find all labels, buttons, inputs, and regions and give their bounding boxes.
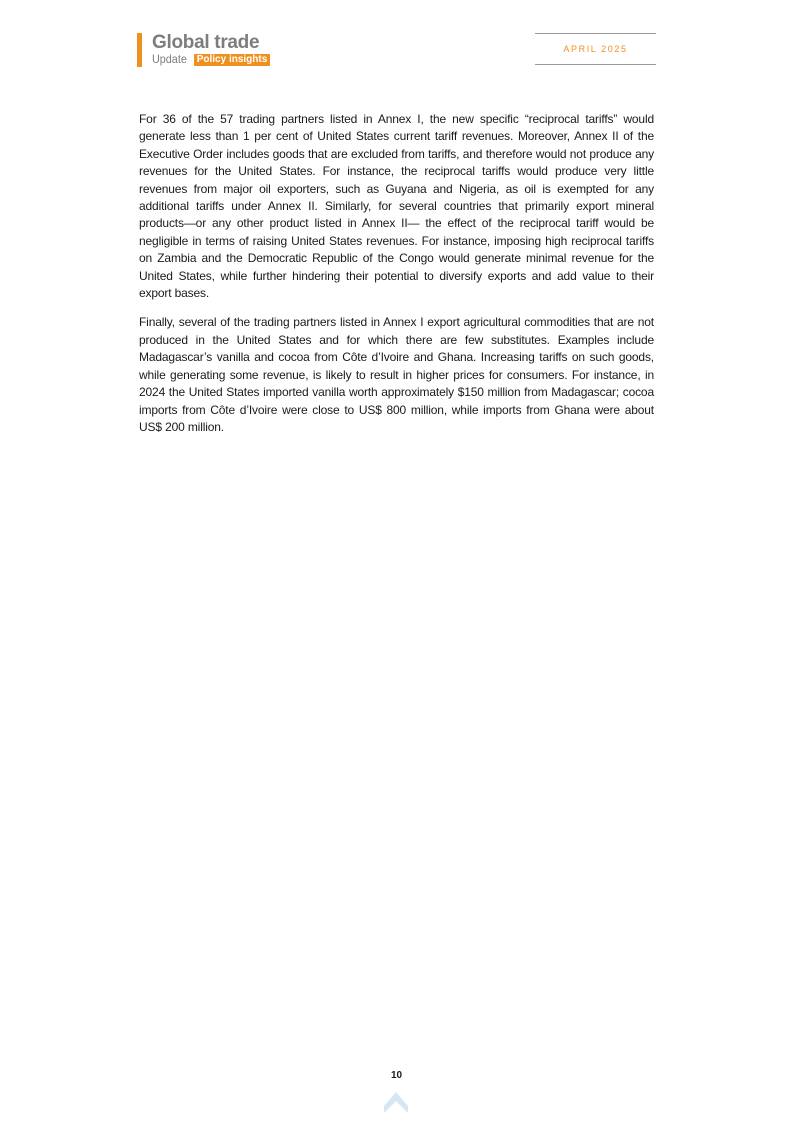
back-to-top-button[interactable] (383, 1090, 409, 1114)
issue-date: APRIL 2025 (563, 44, 628, 54)
paragraph: For 36 of the 57 trading partners listed in Annex I, the new specific “reciprocal tariffs” would generate less than 1 per cent of United States current tariff revenues. Moreover, Annex II of the Executive Order includes goods that are excluded from tariffs, and therefore would not produce any revenues for the United States. For instance, the reciprocal tariffs would produce very little revenues from major oil exporters, such as Guyana and Nigeria, as oil is exempted for any additional tariffs under Annex II. Similarly, for several countries that primarily export mineral products—or any other product listed in Annex II— the effect of the reciprocal tariff would be negligible in terms of raising United States revenues. For instance, imposing high reciprocal tariffs on Zambia and the Democratic Republic of the Congo would generate minimal revenue for the United States, while further hindering their potential to diversify exports and add value to their export bases. (139, 112, 654, 301)
brand-update-label: Update (152, 52, 187, 66)
page-number: 10 (390, 1070, 403, 1081)
article-body (139, 111, 654, 448)
chevron-up-icon (383, 1090, 409, 1114)
paragraph: Finally, several of the trading partners listed in Annex I export agricultural commodities that are not produced in the United States and for which there are few substitutes. Examples include Madagascar’s vanilla and cocoa from Côte d’Ivoire and Ghana. Increasing tariffs on such goods, while generating some revenue, is likely to result in higher prices for consumers. For instance, in 2024 the United States imported vanilla worth approximately $150 million from Madagascar; cocoa imports from Côte d’Ivoire were close to US$ 800 million, while imports from Ghana were about US$ 200 million. (139, 315, 654, 434)
brand-logo (137, 33, 270, 67)
brand-subtitle (152, 53, 270, 66)
issue-date-box (535, 33, 656, 65)
policy-insights-badge: Policy insights (194, 54, 271, 66)
brand-title: Global trade (152, 32, 260, 53)
